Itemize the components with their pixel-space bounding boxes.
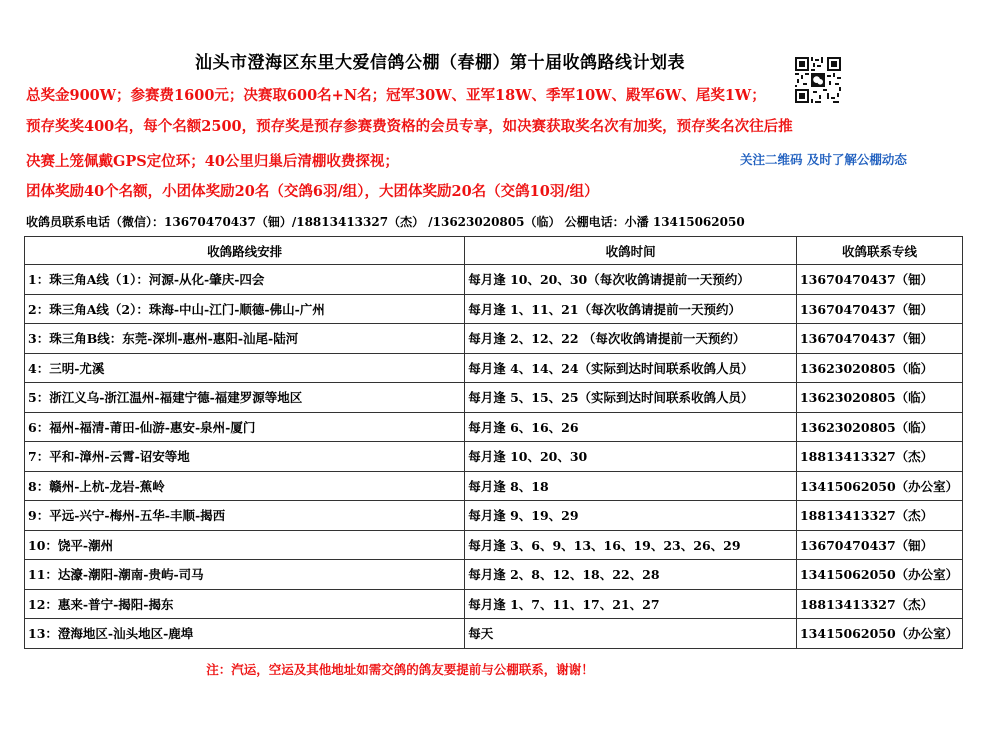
- table-row: [25, 619, 963, 649]
- table-row: [25, 412, 963, 442]
- time-cell: 每天: [465, 619, 797, 649]
- table-row: [25, 501, 963, 531]
- footer-note: 注：汽运，空运及其他地址如需交鸽的鸽友要提前与公棚联系，谢谢！: [206, 662, 594, 677]
- time-cell: 每月逢 5、15、25（实际到达时间联系收鸽人员）: [465, 383, 797, 413]
- contact-cell: 18813413327（杰）: [796, 589, 962, 619]
- qr-caption: 关注二维码 及时了解公棚动态: [740, 152, 907, 167]
- route-cell: 8：赣州-上杭-龙岩-蕉岭: [25, 471, 465, 501]
- table-row: [25, 265, 963, 295]
- time-cell: 每月逢 2、12、22 （每次收鸽请提前一天预约）: [465, 324, 797, 354]
- route-cell: 12：惠来-普宁-揭阳-揭东: [25, 589, 465, 619]
- table-row: [25, 560, 963, 590]
- header-contact: 收鸽联系专线: [796, 237, 962, 265]
- team-award-notice: 团体奖励40个名额，小团体奖励20名（交鸽6羽/组），大团体奖励20名（交鸽10羽/组）: [26, 183, 599, 200]
- contact-cell: 13415062050（办公室）: [796, 560, 962, 590]
- contact-cell: 13623020805（临）: [796, 353, 962, 383]
- route-cell: 5：浙江义乌-浙江温州-福建宁德-福建罗源等地区: [25, 383, 465, 413]
- time-cell: 每月逢 1、11、21（每次收鸽请提前一天预约）: [465, 294, 797, 324]
- contact-cell: 13623020805（临）: [796, 412, 962, 442]
- table-row: [25, 324, 963, 354]
- route-cell: 13：澄海地区-汕头地区-鹿埠: [25, 619, 465, 649]
- route-cell: 1：珠三角A线（1）：河源-从化-肇庆-四会: [25, 265, 465, 295]
- route-cell: 9：平远-兴宁-梅州-五华-丰顺-揭西: [25, 501, 465, 531]
- route-cell: 11：达濠-潮阳-潮南-贵屿-司马: [25, 560, 465, 590]
- time-cell: 每月逢 10、20、30: [465, 442, 797, 472]
- route-cell: 2：珠三角A线（2）：珠海-中山-江门-顺德-佛山-广州: [25, 294, 465, 324]
- route-schedule-table: [24, 236, 963, 649]
- route-cell: 6：福州-福清-莆田-仙游-惠安-泉州-厦门: [25, 412, 465, 442]
- table-row: [25, 442, 963, 472]
- table-row: [25, 530, 963, 560]
- time-cell: 每月逢 6、16、26: [465, 412, 797, 442]
- contact-cell: 13670470437（钿）: [796, 294, 962, 324]
- time-cell: 每月逢 2、8、12、18、22、28: [465, 560, 797, 590]
- header-route: 收鸽路线安排: [25, 237, 465, 265]
- table-row: [25, 383, 963, 413]
- page-title: 汕头市澄海区东里大爱信鸽公棚（春棚）第十届收鸽路线计划表: [195, 53, 685, 73]
- contact-cell: 13623020805（临）: [796, 383, 962, 413]
- contact-cell: 13415062050（办公室）: [796, 471, 962, 501]
- contact-cell: 13670470437（钿）: [796, 324, 962, 354]
- prize-notice: 总奖金900W；参赛费1600元；决赛取600名+N名；冠军30W、亚军18W、季军10W、殿军6W、尾奖1W；: [26, 87, 766, 104]
- contact-cell: 18813413327（杰）: [796, 501, 962, 531]
- time-cell: 每月逢 1、7、11、17、21、27: [465, 589, 797, 619]
- prestore-notice: 预存奖奖400名，每个名额2500，预存奖是预存参赛费资格的会员专享，如决赛获取奖名次有加奖，预存奖名次往后推: [26, 118, 793, 135]
- route-cell: 4：三明-尤溪: [25, 353, 465, 383]
- time-cell: 每月逢 9、19、29: [465, 501, 797, 531]
- contact-cell: 13670470437（钿）: [796, 265, 962, 295]
- contact-line: 收鸽员联系电话（微信）：13670470437（钿）/18813413327（杰） /13623020805（临） 公棚电话：小潘 13415062050: [26, 215, 745, 229]
- table-row: [25, 353, 963, 383]
- contact-cell: 18813413327（杰）: [796, 442, 962, 472]
- contact-cell: 13415062050（办公室）: [796, 619, 962, 649]
- contact-cell: 13670470437（钿）: [796, 530, 962, 560]
- time-cell: 每月逢 10、20、30（每次收鸽请提前一天预约）: [465, 265, 797, 295]
- table-row: [25, 294, 963, 324]
- gps-notice: 决赛上笼佩戴GPS定位环；40公里归巢后清棚收费探视；: [26, 153, 399, 170]
- time-cell: 每月逢 8、18: [465, 471, 797, 501]
- wechat-qr-code-icon[interactable]: [793, 55, 843, 105]
- table-row: [25, 589, 963, 619]
- header-time: 收鸽时间: [465, 237, 797, 265]
- route-cell: 10：饶平-潮州: [25, 530, 465, 560]
- time-cell: 每月逢 3、6、9、13、16、19、23、26、29: [465, 530, 797, 560]
- route-cell: 3：珠三角B线：东莞-深圳-惠州-惠阳-汕尾-陆河: [25, 324, 465, 354]
- time-cell: 每月逢 4、14、24（实际到达时间联系收鸽人员）: [465, 353, 797, 383]
- route-cell: 7：平和-漳州-云霄-诏安等地: [25, 442, 465, 472]
- table-header-row: [25, 237, 963, 265]
- table-row: [25, 471, 963, 501]
